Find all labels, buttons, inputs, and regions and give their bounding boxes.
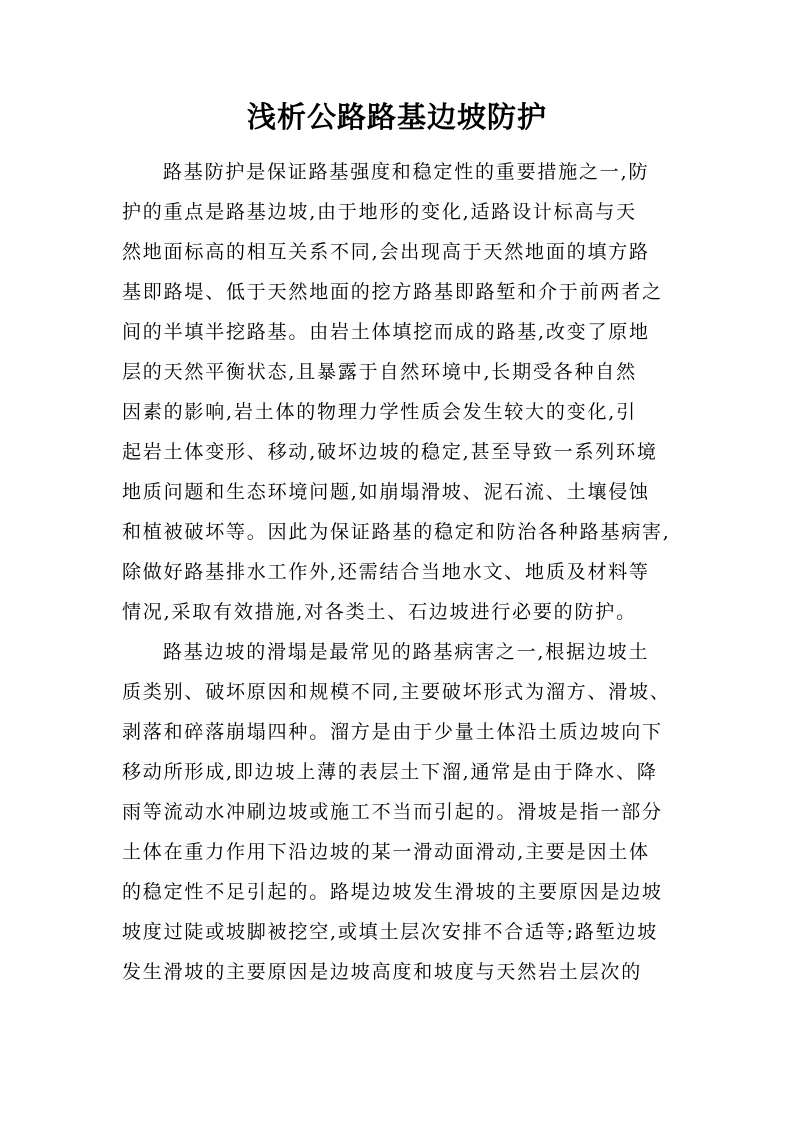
paragraph-1-line-1: 路基防护是保证路基强度和稳定性的重要措施之一,防 (163, 161, 650, 183)
paragraph-2-line-9: 发生滑坡的主要原因是边坡高度和坡度与天然岩土层次的 (122, 961, 643, 983)
paragraph-2-line-3: 剥落和碎落崩塌四种。溜方是由于少量土体沿土质边坡向下 (122, 721, 663, 743)
paragraph-1-line-3: 然地面标高的相互关系不同,会出现高于天然地面的填方路 (122, 241, 650, 263)
document-title: 浅析公路路基边坡防护 (246, 100, 547, 134)
paragraph-1-line-11: 除做好路基排水工作外,还需结合当地水文、地质及材料等 (122, 561, 650, 583)
paragraph-2-line-6: 土体在重力作用下沿边坡的某一滑动面滑动,主要是因土体 (122, 841, 650, 863)
paragraph-2-line-8: 坡度过陡或坡脚被挖空,或填土层次安排不合适等;路堑边坡 (122, 921, 659, 943)
paragraph-2-line-4: 移动所形成,即边坡上薄的表层土下溜,通常是由于降水、降 (122, 761, 658, 783)
paragraph-1-line-2: 护的重点是路基边坡,由于地形的变化,适路设计标高与天 (122, 201, 637, 223)
paragraph-1-line-12: 情况,采取有效措施,对各类土、石边坡进行必要的防护。 (122, 601, 637, 623)
paragraph-1-line-8: 起岩土体变形、移动,破坏边坡的稳定,甚至导致一系列环境 (122, 441, 658, 463)
paragraph-1-line-6: 层的天然平衡状态,且暴露于自然环境中,长期受各种自然 (122, 361, 637, 383)
paragraph-1-line-9: 地质问题和生态环境问题,如崩塌滑坡、泥石流、土壤侵蚀 (122, 481, 650, 503)
paragraph-1-line-4: 基即路堤、低于天然地面的挖方路基即路堑和介于前两者之 (122, 281, 663, 303)
paragraph-2-line-7: 的稳定性不足引起的。路堤边坡发生滑坡的主要原因是边坡 (122, 881, 663, 903)
paragraph-1-line-7: 因素的影响,岩土体的物理力学性质会发生较大的变化,引 (122, 401, 637, 423)
paragraph-1-line-5: 间的半填半挖路基。由岩土体填挖而成的路基,改变了原地 (122, 321, 650, 343)
paragraph-2-line-5: 雨等流动水冲刷边坡或施工不当而引起的。滑坡是指一部分 (122, 801, 663, 823)
paragraph-2-line-1: 路基边坡的滑塌是最常见的路基病害之一,根据边坡土 (163, 641, 650, 663)
paragraph-2-line-2: 质类别、破坏原因和规模不同,主要破坏形式为溜方、滑坡、 (122, 681, 671, 703)
paragraph-1-line-10: 和植被破坏等。因此为保证路基的稳定和防治各种路基病害, (122, 521, 671, 543)
